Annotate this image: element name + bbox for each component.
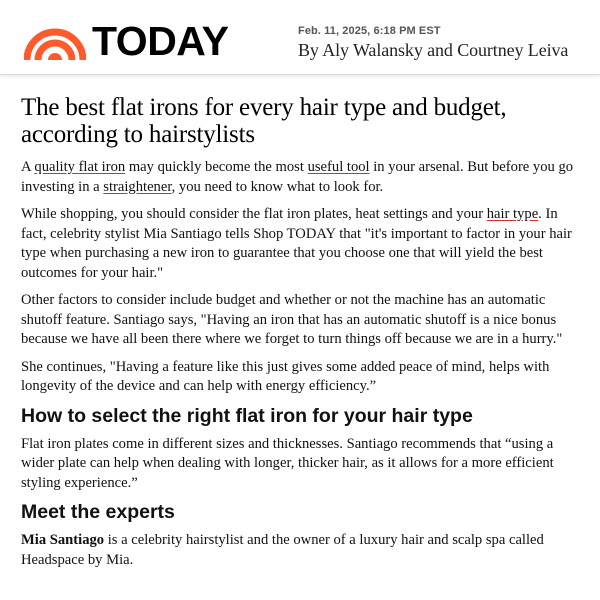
text: While shopping, you should consider the flat iron plates, heat settings and your (21, 206, 487, 222)
expert-description: is a celebrity hairstylist and the owner of a luxury hair and scalp spa called Headspace by Mia. (21, 532, 544, 568)
rainbow-logo-icon (24, 24, 86, 60)
text: , you need to know what to look for. (171, 178, 384, 195)
publish-date: Feb. 11, 2025, 6:18 PM EST (298, 25, 441, 37)
paragraph-intro (21, 158, 585, 197)
today-logo[interactable] (24, 18, 229, 64)
article-body (21, 94, 585, 578)
text: may quickly become the most (125, 159, 308, 175)
text: in your arsenal. But before you go investing in a (21, 159, 574, 195)
paragraph-factors: Other factors to consider include budget and whether or not the machine has an automatic shutoff feature. Santiago says, "Having an iron that has an automatic shutoff is a nice bonus because we have all been there where we forget to turn things off because we are in a hurry." (21, 292, 563, 347)
link-hair-type[interactable]: hair type (486, 206, 539, 222)
text: . In fact, celebrity stylist Mia Santiago tells Shop TODAY that "it's important to factor in your hair type when purchasing a new iron to guarantee that you choose one that will yield the best outcomes for your hair." (21, 206, 572, 281)
paragraph-expert (21, 531, 585, 570)
article-title: The best flat irons for every hair type and budget, according to hairstylists (21, 94, 507, 148)
site-header (0, 0, 600, 75)
article-meta (298, 25, 568, 61)
author-byline: By Aly Walansky and Courtney Leiva (298, 40, 569, 60)
logo-text: TODAY (92, 18, 229, 64)
paragraph-plates: Flat iron plates come in different sizes and thicknesses. Santiago recommends that “using a wider plate can help when dealing with longer, thicker hair, as it allows for a more efficient styling experience.” (21, 435, 554, 491)
text: A (21, 159, 35, 175)
link-useful-tool[interactable]: useful tool (307, 159, 370, 175)
paragraph-shopping (21, 205, 585, 283)
section-heading-experts: Meet the experts (21, 501, 175, 523)
section-heading-select: How to select the right flat iron for your hair type (21, 404, 473, 427)
link-quality-flat-iron[interactable]: quality flat iron (34, 159, 126, 175)
link-straightener[interactable]: straightener (103, 178, 172, 195)
expert-name: Mia Santiago (21, 532, 105, 548)
paragraph-continues: She continues, "Having a feature like this just gives some added peace of mind, helps with longevity of the device and can help with energy efficiency.” (21, 358, 550, 394)
